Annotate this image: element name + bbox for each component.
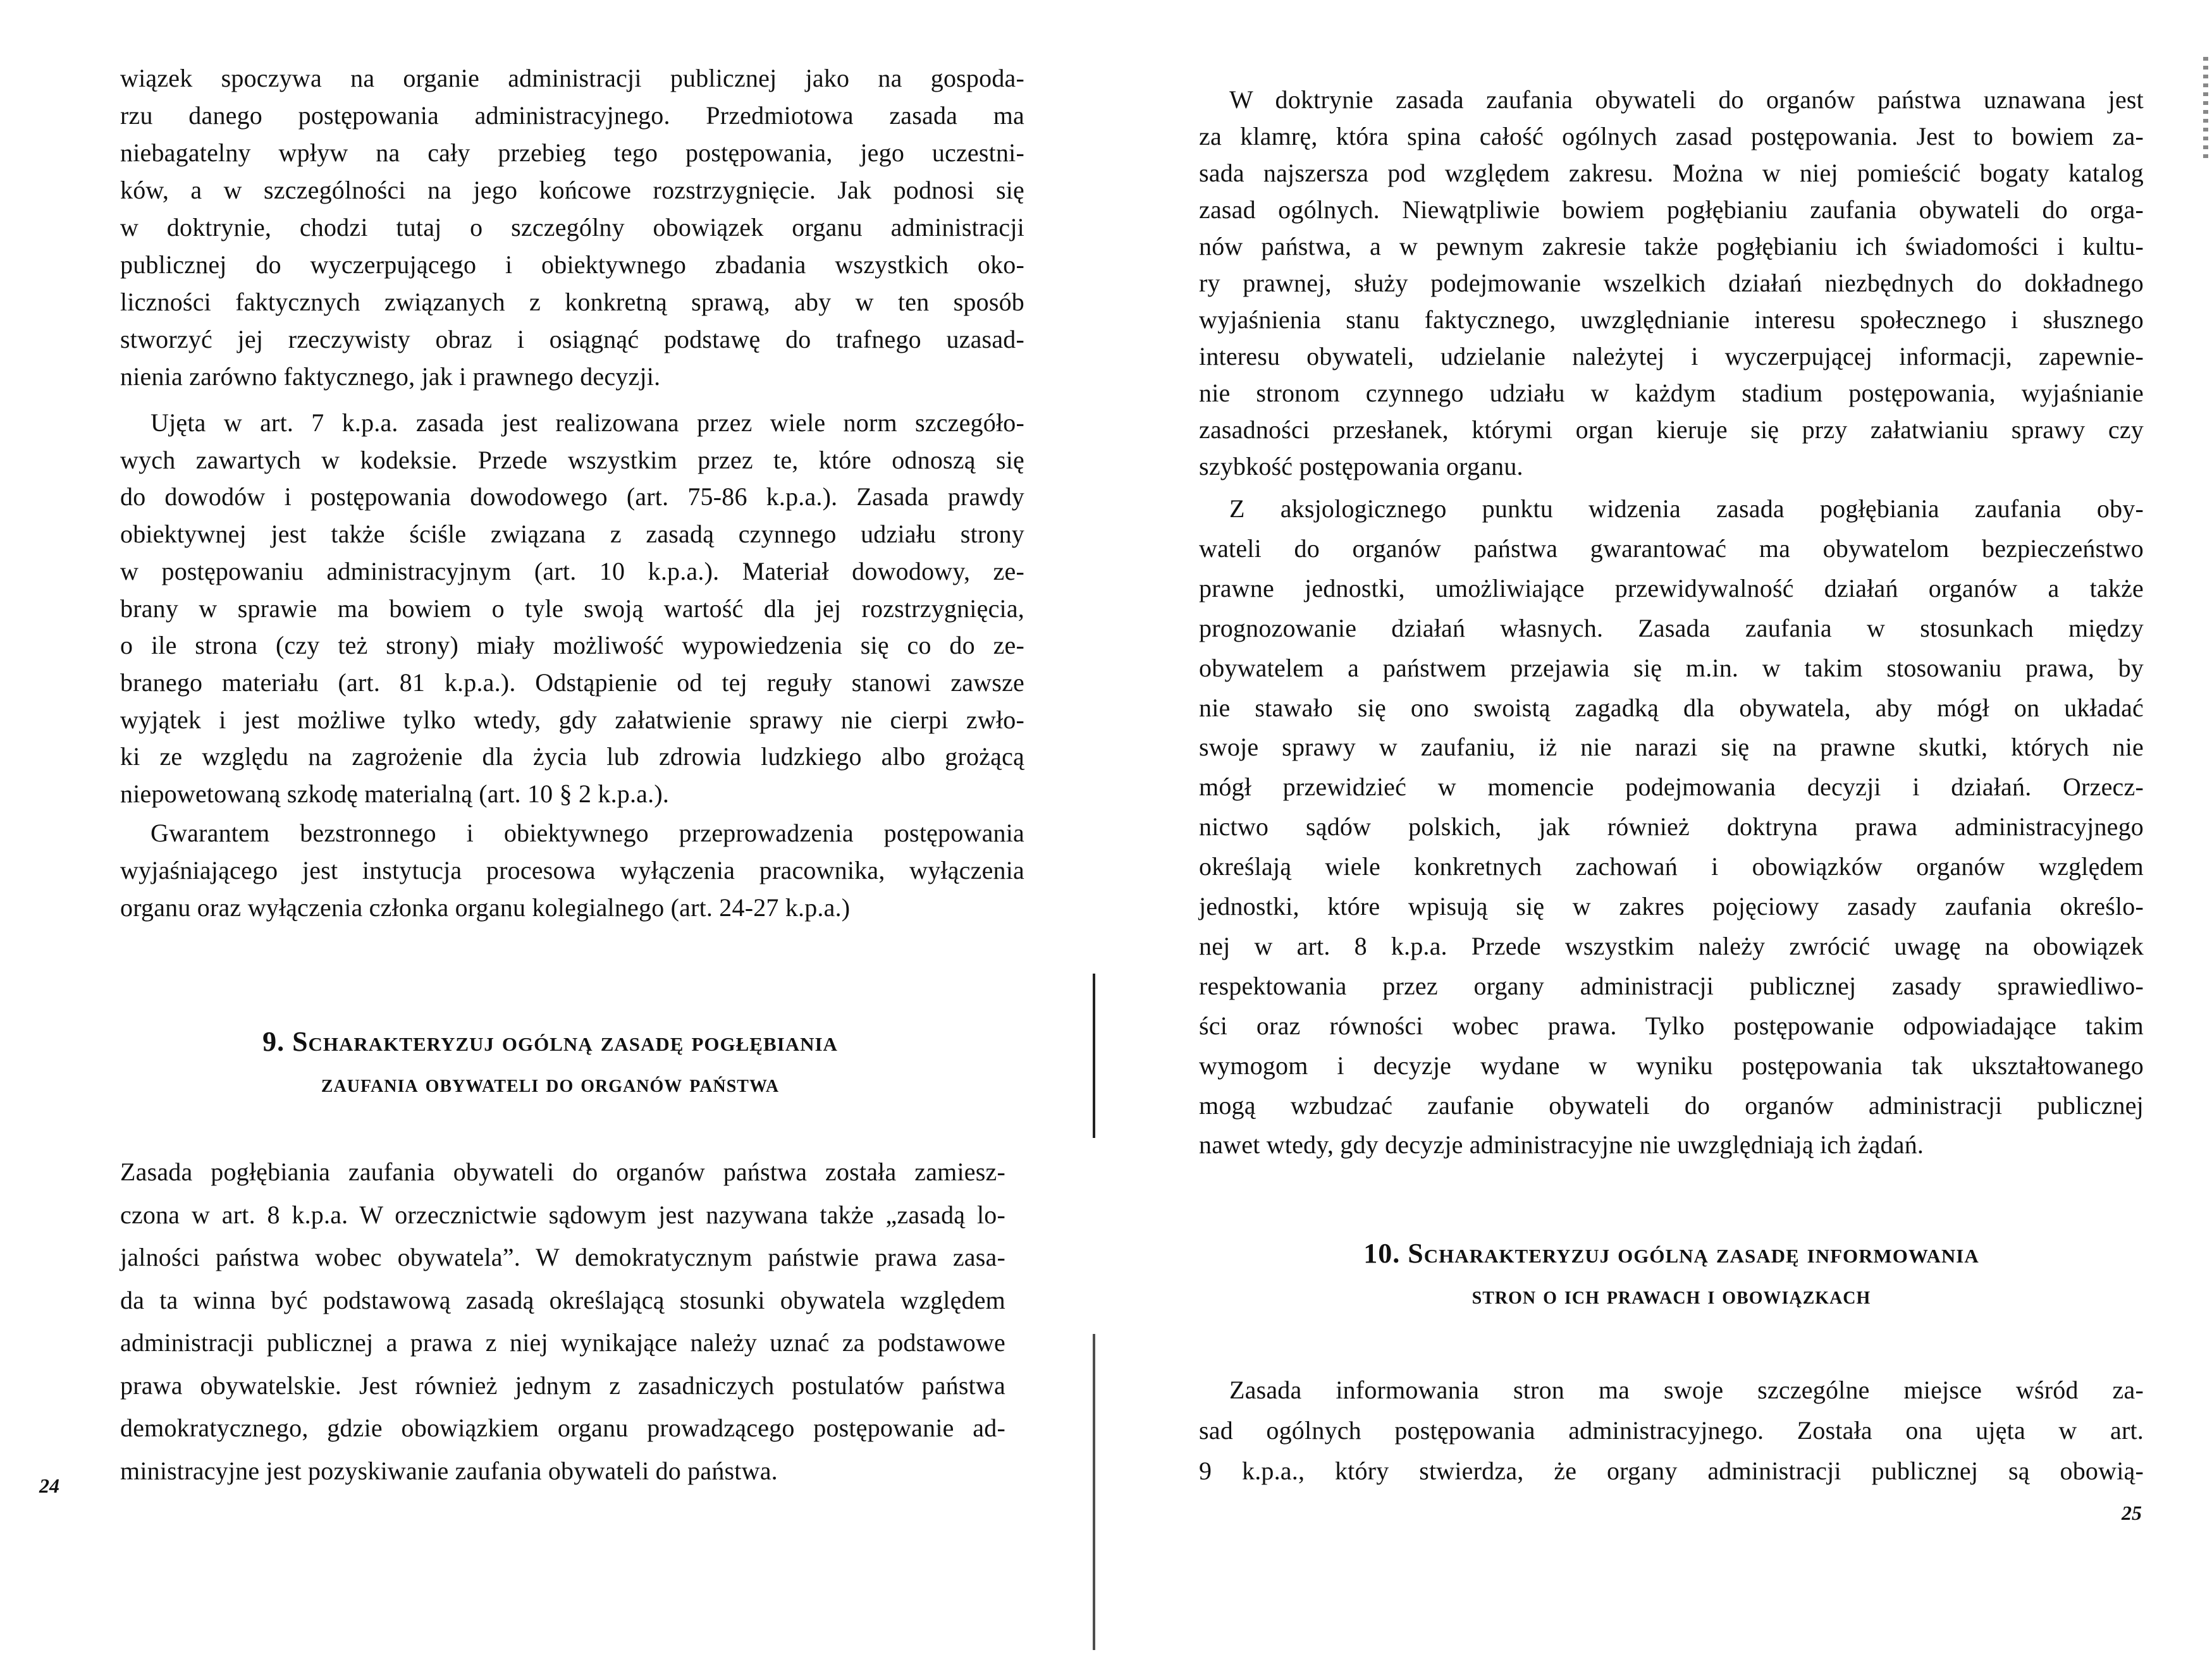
section-heading-10 [1199, 1233, 2144, 1316]
text-line: zasad ogólnych. Niewątpliwie bowiem pogłębianiu zaufania obywateli do orga- [1199, 195, 2144, 224]
text-line: niebagatelny wpływ na cały przebieg tego postępowania, jego uczestni- [120, 138, 1024, 167]
text-line: wyjątek i jest możliwe tylko wtedy, gdy załatwienie sprawy nie cierpi zwło- [120, 705, 1024, 734]
left-page [0, 0, 1100, 1657]
text-line: nej w art. 8 k.p.a. Przede wszystkim należy zwrócić uwagę na obowiązek [1199, 931, 2144, 960]
text-line: nienia zarówno faktycznego, jak i prawnego decyzji. [120, 362, 661, 391]
text-line: Z aksjologicznego punktu widzenia zasada pogłębiania zaufania oby- [1229, 494, 2144, 523]
heading-line: 10. Scharakteryzuj ogólną zasadę informowania [1363, 1238, 1979, 1269]
text-line: respektowania przez organy administracji publicznej zasady sprawiedliwo- [1199, 971, 2144, 1000]
text-line: wyjaśnienia stanu faktycznego, uwzględnianie interesu społecznego i słusznego [1199, 305, 2144, 334]
scan-artifact [2203, 57, 2208, 158]
text-line: jednostki, które wpisują się w zakres pojęciowy zasady zaufania określo- [1199, 892, 2144, 920]
text-line: wiązek spoczywa na organie administracji publicznej jako na gospoda- [120, 64, 1024, 92]
text-line: prawne jednostki, umożliwiające przewidywalność działań organów a także [1199, 573, 2144, 602]
text-line: ry prawnej, służy podejmowanie wszelkich działań niezbędnych do dokładnego [1199, 269, 2144, 297]
text-line: ści oraz równości wobec prawa. Tylko postępowanie odpowiadające takim [1199, 1011, 2144, 1040]
text-line: obiektywnej jest także ściśle związana z zasadą czynnego udziału strony [120, 520, 1024, 549]
text-line: zasadności przesłanek, którymi organ kieruje się przy załatwianiu sprawy czy [1199, 415, 2144, 444]
heading-line: stron o ich prawach i obowiązkach [1472, 1281, 1871, 1309]
text-line: nictwo sądów polskich, jak również doktryna prawa administracyjnego [1199, 812, 2144, 841]
text-line: administracji publicznej a prawa z niej wynikające należy uznać za podstawowe [120, 1328, 1005, 1357]
text-line: mógł przewidzieć w momencie podejmowania decyzji i działań. Orzecz- [1199, 773, 2144, 802]
text-line: w postępowaniu administracyjnym (art. 10 k.p.a.). Materiał dowodowy, ze- [120, 556, 1024, 585]
text-line: czona w art. 8 k.p.a. W orzecznictwie sądowym jest nazywana także „zasadą lo- [120, 1200, 1005, 1229]
text-line: niepowetowaną szkodę materialną (art. 10 § 2 k.p.a.). [120, 780, 670, 808]
text-line: wateli do organów państwa gwarantować ma obywatelom bezpieczeństwo [1199, 534, 2144, 563]
text-line: Ujęta w art. 7 k.p.a. zasada jest realizowana przez wiele norm szczegóło- [151, 408, 1024, 437]
page-number: 24 [39, 1474, 59, 1497]
section-heading-9 [120, 1021, 980, 1104]
text-line: organu oraz wyłączenia członka organu kolegialnego (art. 24-27 k.p.a.) [120, 893, 851, 922]
text-line: branego materiału (art. 81 k.p.a.). Odstąpienie od tej reguły stanowi zawsze [120, 668, 1024, 697]
text-line: ków, a w szczególności na jego końcowe rozstrzygnięcie. Jak podnosi się [120, 176, 1024, 204]
text-line: wyjaśniającego jest instytucja procesowa wyłączenia pracownika, wyłączenia [120, 856, 1024, 884]
text-line: jalności państwa wobec obywatela”. W demokratycznym państwie prawa zasa- [120, 1243, 1005, 1271]
page-gutter-line [1093, 974, 1095, 1138]
text-line: nie stronom czynnego udziału w każdym stadium postępowania, wyjaśnianie [1199, 379, 2144, 407]
text-line: brany w sprawie ma bowiem o tyle swoją wartość dla jej rozstrzygnięcia, [120, 594, 1024, 623]
heading-line: zaufania obywateli do organów państwa [321, 1069, 780, 1098]
text-line: wymogom i decyzje wydane w wyniku postępowania tak ukształtowanego [1199, 1051, 2144, 1080]
text-line: swoje sprawy w zaufaniu, iż nie narazi się na prawne skutki, których nie [1199, 733, 2144, 762]
text-line: szybkość postępowania organu. [1199, 452, 1523, 480]
text-line: 9 k.p.a., który stwierdza, że organy administracji publicznej są obowią- [1199, 1457, 2144, 1485]
text-line: o ile strona (czy też strony) miały możliwość wypowiedzenia się co do ze- [120, 631, 1024, 660]
text-line: Gwarantem bezstronnego i obiektywnego przeprowadzenia postępowania [151, 819, 1024, 847]
text-line: mogą wzbudzać zaufanie obywateli do organów administracji publicznej [1199, 1091, 2144, 1120]
text-line: liczności faktycznych związanych z konkretną sprawą, aby w ten sposób [120, 288, 1024, 316]
text-line: sada najszersza pod względem zakresu. Można w niej pomieścić bogaty katalog [1199, 159, 2144, 187]
right-page [1100, 0, 2212, 1657]
text-line: nie stawało się ono swoistą zagadką dla obywatela, aby mógł on układać [1199, 693, 2144, 722]
text-line: prognozowanie działań własnych. Zasada zaufania w stosunkach między [1199, 613, 2144, 642]
text-line: publicznej do wyczerpującego i obiektywnego zbadania wszystkich oko- [120, 250, 1024, 279]
text-line: prawa obywatelskie. Jest również jednym z zasadniczych postulatów państwa [120, 1371, 1005, 1400]
text-line: nawet wtedy, gdy decyzje administracyjne nie uwzględniają ich żądań. [1199, 1130, 1924, 1159]
text-line: w doktrynie, chodzi tutaj o szczególny obowiązek organu administracji [120, 213, 1024, 242]
text-line: wych zawartych w kodeksie. Przede wszystkim przez te, które odnoszą się [120, 445, 1024, 474]
text-line: sad ogólnych postępowania administracyjnego. Została ona ujęta w art. [1199, 1416, 2144, 1445]
text-line: rzu danego postępowania administracyjnego. Przedmiotowa zasada ma [120, 101, 1024, 130]
text-line: W doktrynie zasada zaufania obywateli do organów państwa uznawana jest [1229, 85, 2144, 114]
text-line: stworzyć jej rzeczywisty obraz i osiągnąć podstawę do trafnego uzasad- [120, 325, 1024, 353]
page-number: 25 [2122, 1501, 2142, 1524]
text-line: określają wiele konkretnych zachowań i obowiązków organów względem [1199, 852, 2144, 881]
text-line: da ta winna być podstawową zasadą określającą stosunki obywatela względem [120, 1285, 1005, 1314]
text-line: demokratycznego, gdzie obowiązkiem organu prowadzącego postępowanie ad- [120, 1414, 1005, 1442]
text-line: obywatelem a państwem przejawia się m.in. w takim stosowaniu prawa, by [1199, 653, 2144, 682]
text-line: ministracyjne jest pozyskiwanie zaufania obywateli do państwa. [120, 1456, 778, 1485]
text-line: do dowodów i postępowania dowodowego (art. 75-86 k.p.a.). Zasada prawdy [120, 482, 1024, 511]
page-gutter-line [1093, 1334, 1095, 1650]
heading-line: 9. Scharakteryzuj ogólną zasadę pogłębiania [262, 1026, 838, 1057]
text-line: Zasada pogłębiania zaufania obywateli do organów państwa została zamiesz- [120, 1158, 1005, 1186]
text-line: ki ze względu na zagrożenie dla życia lub zdrowia ludzkiego albo grożącą [120, 742, 1024, 771]
text-line: Zasada informowania stron ma swoje szczególne miejsce wśród za- [1229, 1376, 2144, 1404]
text-line: za klamrę, która spina całość ogólnych zasad postępowania. Jest to bowiem za- [1199, 122, 2144, 150]
text-line: interesu obywateli, udzielanie należytej i wyczerpującej informacji, zapewnie- [1199, 342, 2144, 370]
text-line: nów państwa, a w pewnym zakresie także pogłębianiu ich świadomości i kultu- [1199, 232, 2144, 260]
